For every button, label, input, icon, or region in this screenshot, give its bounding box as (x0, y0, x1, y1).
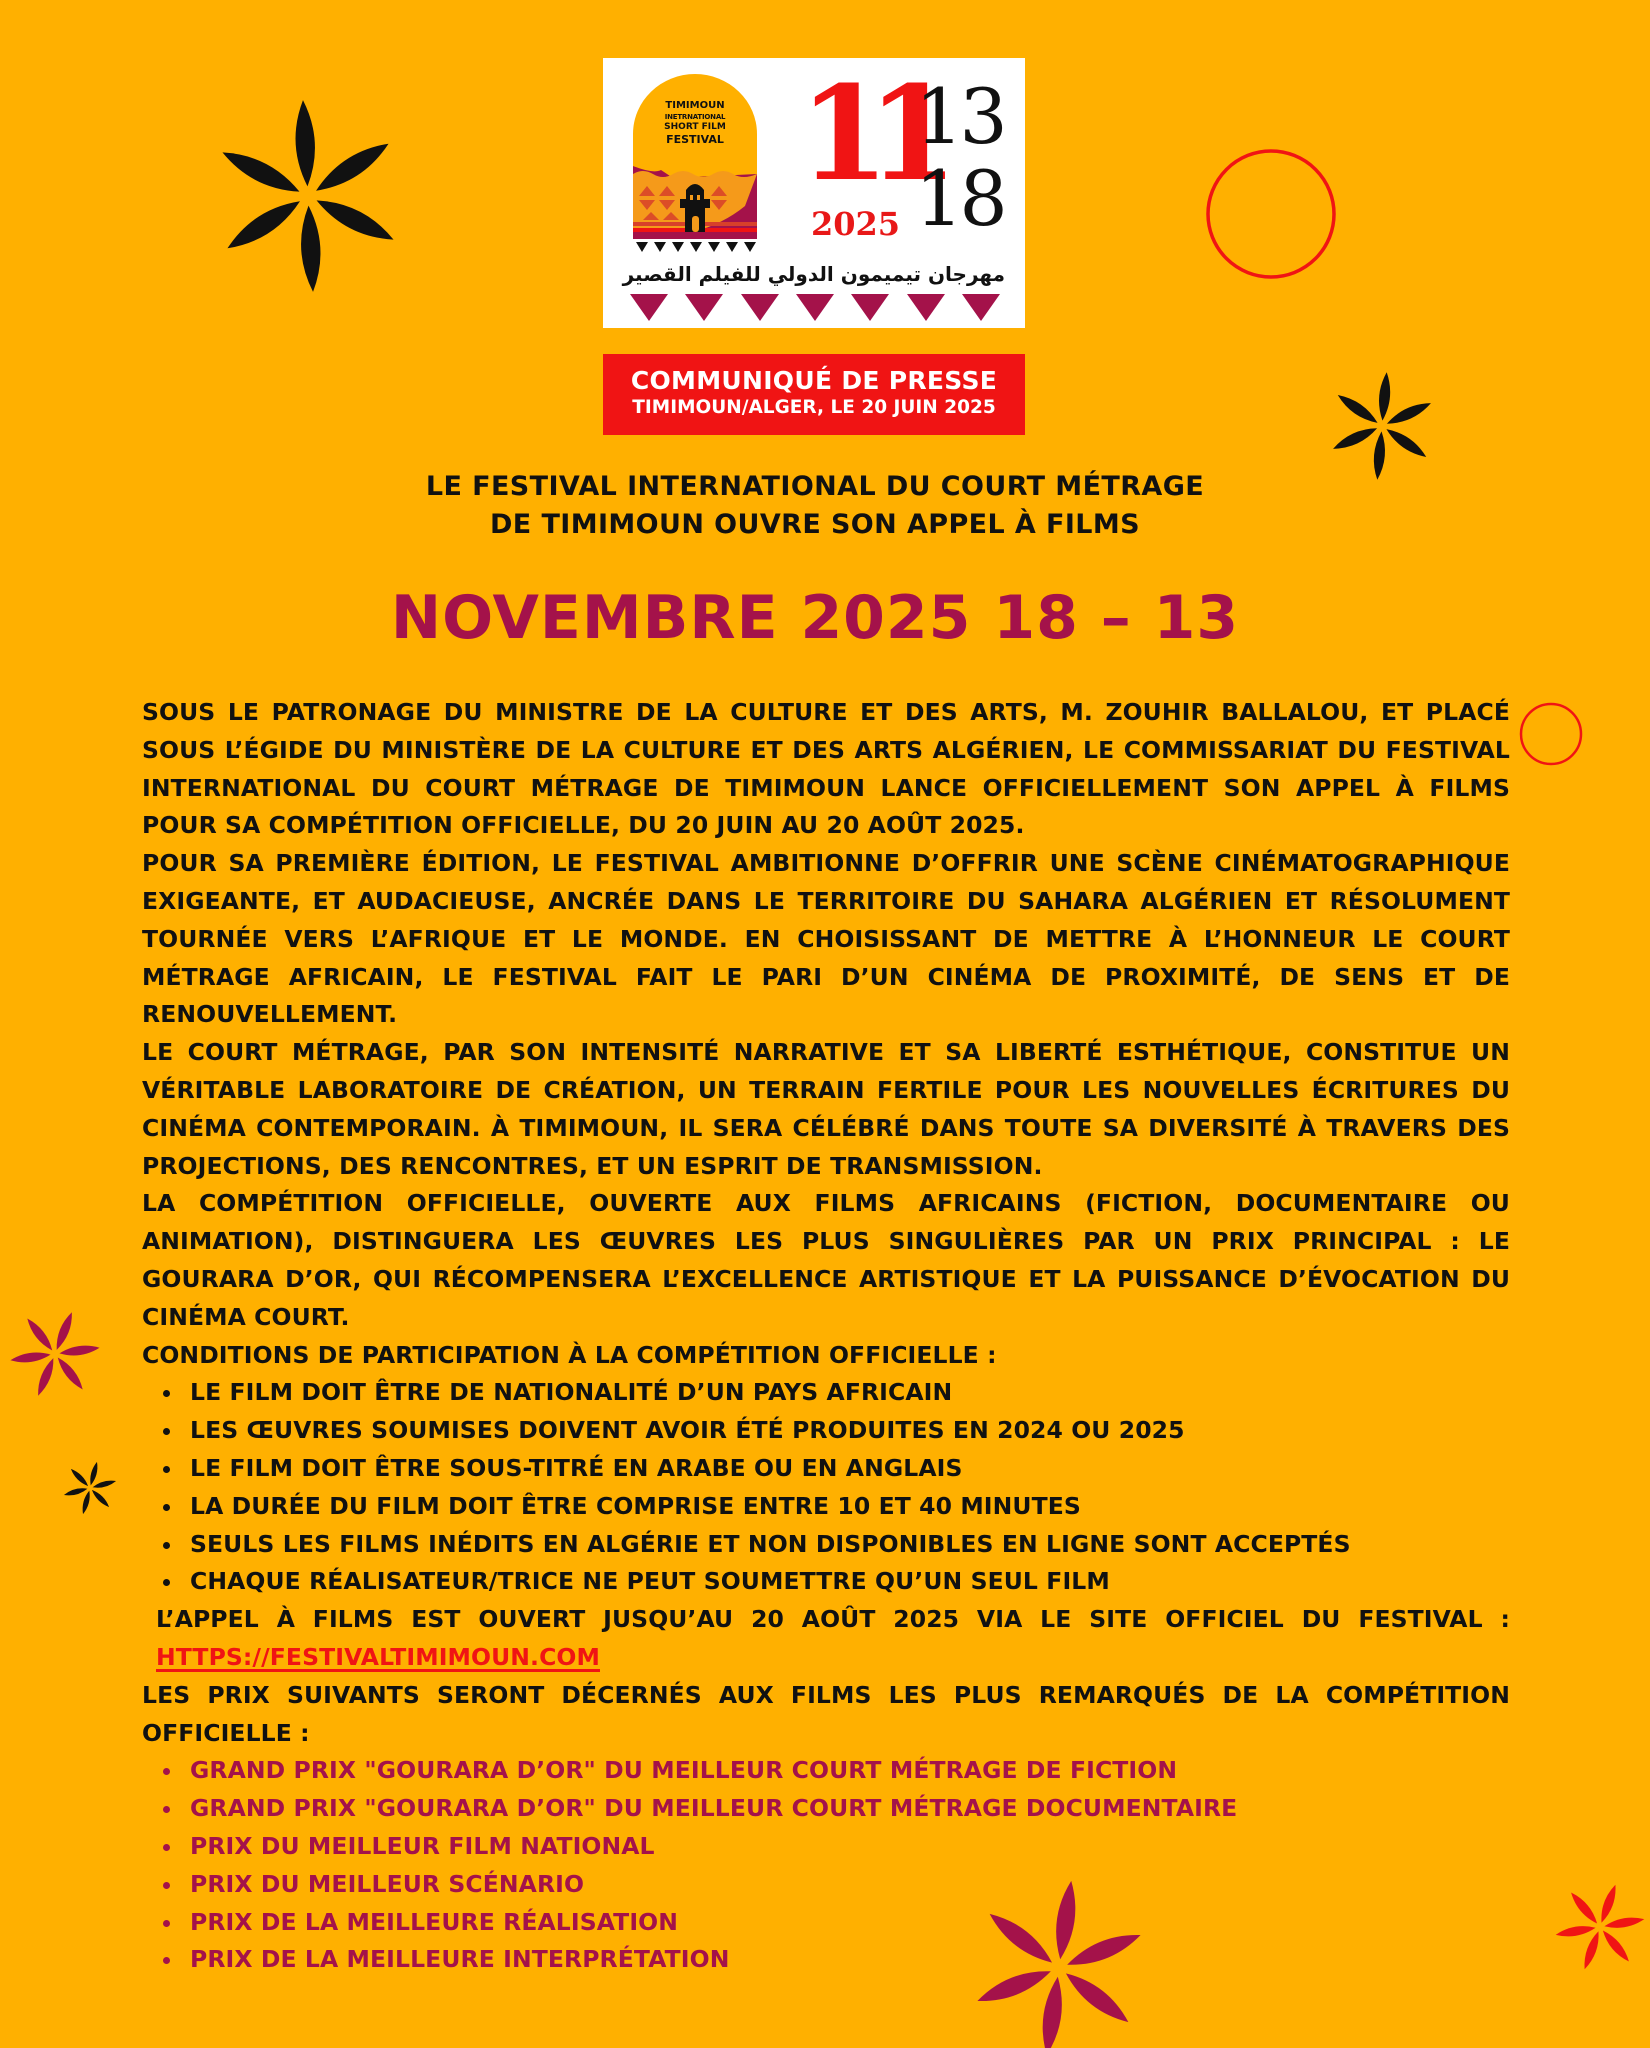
bullet-icon (163, 1542, 170, 1549)
flower-petal (59, 1343, 100, 1358)
logo-days (915, 72, 1007, 243)
prize-text: GRAND PRIX "GOURARA D’OR" DU MEILLEUR COURT MÉTRAGE DOCUMENTAIRE (190, 1794, 1238, 1823)
emblem-line: INETRNATIONAL (664, 113, 726, 121)
flower-petal (299, 205, 323, 292)
triangle-icon (672, 242, 684, 252)
bullet-icon (163, 1579, 170, 1586)
logo-year: 2025 (811, 205, 901, 243)
headline-line-2: DE TIMIMOUN OUVRE SON APPEL À FILMS (489, 509, 1140, 540)
condition-text: CHAQUE RÉALISATEUR/TRICE NE PEUT SOUMETTRE QU’UN SEUL FILM (190, 1567, 1110, 1596)
condition-item (142, 1488, 1510, 1526)
condition-item (142, 1374, 1510, 1412)
condition-text: LES ŒUVRES SOUMISES DOIVENT AVOIR ÉTÉ PRODUITES EN 2024 OU 2025 (190, 1416, 1185, 1445)
flower-petal (1335, 391, 1381, 428)
logo-day-end: 18 (915, 154, 1004, 243)
bullet-icon (163, 1844, 170, 1851)
triangle-icon (726, 242, 738, 252)
triangle-icon (636, 242, 648, 252)
condition-text: LA DURÉE DU FILM DOIT ÊTRE COMPRISE ENTRE 10 ET 40 MINUTES (190, 1491, 1081, 1520)
bullet-icon (163, 1466, 170, 1473)
bullet-icon (163, 1920, 170, 1927)
bullet-icon (163, 1768, 170, 1775)
flower-icon (218, 100, 398, 293)
flower-petal (1604, 1915, 1645, 1931)
condition-item (142, 1412, 1510, 1450)
flower-petal (1377, 372, 1392, 421)
flower-petal (222, 193, 305, 256)
flower-petal (312, 192, 398, 248)
prize-item (142, 1752, 1510, 1790)
flower-petal (54, 1355, 86, 1392)
emblem-line: FESTIVAL (666, 133, 724, 146)
triangle-icon (654, 242, 666, 252)
bullet-icon (163, 1428, 170, 1435)
triangle-icon (744, 242, 756, 252)
triangle-icon (851, 294, 889, 321)
flower-petal (1580, 1930, 1602, 1971)
festival-dates: NOVEMBRE 2025 18 – 13 (390, 583, 1240, 653)
call-for-films-text (142, 1601, 1510, 1677)
prize-item (142, 1904, 1510, 1942)
logo-arabic-name: مهرجان تيميمون الدولي للفيلم القصير (622, 262, 1005, 286)
flower-petal (1383, 425, 1429, 462)
flower-petal (80, 1490, 92, 1515)
flower-petal (1599, 1928, 1632, 1965)
festival-logo (603, 58, 1025, 328)
headline-line-1: LE FESTIVAL INTERNATIONAL DU COURT MÉTRAGE (425, 471, 1205, 502)
flower-petal (53, 1311, 77, 1352)
paragraph: LA COMPÉTITION OFFICIELLE, OUVERTE AUX FILMS AFRICAINS (FICTION, DOCUMENTAIRE OU ANIMATION), DISTINGUERA LES ŒUVRES LES PLUS SINGULIÈRES PAR UN PRIX PRINCIPAL : LE GOURARA D’OR, QUI RÉCOMPENSERA L’EXCELLENCE ARTISTIQUE ET LA PUISSANCE D’ÉVOCATION DU CINÉMA COURT. (142, 1189, 1510, 1331)
flower-petal (1568, 1890, 1601, 1927)
triangle-icon (708, 242, 720, 252)
prize-item (142, 1941, 1510, 1979)
bullet-icon (163, 1390, 170, 1397)
condition-item (142, 1526, 1510, 1564)
bullet-icon (163, 1882, 170, 1889)
emblem-triangle-row (636, 242, 756, 254)
triangle-icon (907, 294, 945, 321)
press-dateline: TIMIMOUN/ALGER, LE 20 JUIN 2025 (632, 397, 996, 418)
prize-text: GRAND PRIX "GOURARA D’OR" DU MEILLEUR COURT MÉTRAGE DE FICTION (190, 1756, 1178, 1785)
conditions-heading: CONDITIONS DE PARTICIPATION À LA COMPÉTITION OFFICIELLE : (142, 1340, 997, 1369)
triangle-icon (690, 242, 702, 252)
triangle-icon (796, 294, 834, 321)
prize-text: PRIX DU MEILLEUR FILM NATIONAL (190, 1831, 655, 1860)
prize-text: PRIX DU MEILLEUR SCÉNARIO (190, 1869, 585, 1898)
circle-outline-icon (1208, 151, 1334, 277)
circle-outline-icon (1521, 704, 1581, 764)
condition-text: LE FILM DOIT ÊTRE DE NATIONALITÉ D’UN PAYS AFRICAIN (190, 1378, 953, 1407)
bullet-icon (163, 1957, 170, 1964)
prize-text: PRIX DE LA MEILLEURE RÉALISATION (190, 1907, 679, 1936)
triangle-icon (685, 294, 723, 321)
conditions-list (142, 1374, 1510, 1601)
prizes-list (142, 1752, 1510, 1979)
flower-icon (1555, 1883, 1645, 1971)
flower-petal (34, 1356, 58, 1397)
press-release-banner (603, 354, 1025, 435)
flower-petal (24, 1316, 56, 1353)
paragraph: SOUS LE PATRONAGE DU MINISTRE DE LA CULTURE ET DES ARTS, M. ZOUHIR BALLALOU, ET PLACÉ SOUS L’ÉGIDE DU MINISTÈRE DE LA CULTURE ET DES ARTS ALGÉRIEN, LE COMMISSARIAT DU FESTIVAL INTERNATIONAL DU COURT MÉTRAGE DE TIMIMOUN LANCE OFFICIELLEMENT SON APPEL À FILMS POUR SA COMPÉTITION OFFICIELLE, DU 20 JUIN AU 20 AOÛT 2025. (142, 698, 1510, 840)
flower-petal (1331, 423, 1380, 453)
flower-petal (293, 100, 317, 187)
flower-petal (1372, 431, 1387, 480)
flower-petal (1555, 1923, 1596, 1939)
logo-triangle-row (630, 294, 1000, 324)
flower-petal (1038, 1975, 1066, 2048)
prizes-heading: LES PRIX SUIVANTS SERONT DÉCERNÉS AUX FILMS LES PLUS REMARQUÉS DE LA COMPÉTITION OFFICIELLE : (142, 1680, 1510, 1747)
flower-icon (63, 1461, 117, 1515)
prize-text: PRIX DE LA MEILLEURE INTERPRÉTATION (190, 1945, 730, 1974)
press-title: COMMUNIQUÉ DE PRESSE (630, 366, 998, 395)
flower-petal (69, 1467, 90, 1488)
prize-item (142, 1828, 1510, 1866)
emblem-line: TIMIMOUN (665, 100, 725, 111)
flower-icon (10, 1311, 100, 1398)
call-text: L’APPEL À FILMS EST OUVERT JUSQU’AU 20 AOÛT 2025 VIA LE SITE OFFICIEL DU FESTIVAL : (156, 1605, 1510, 1634)
emblem-text (645, 100, 745, 146)
triangle-icon (962, 294, 1000, 321)
bullet-icon (163, 1806, 170, 1813)
flower-petal (218, 144, 304, 200)
paragraph: LE COURT MÉTRAGE, PAR SON INTENSITÉ NARRATIVE ET SA LIBERTÉ ESTHÉTIQUE, CONSTITUE UN VÉRITABLE LABORATOIRE DE CRÉATION, UN TERRAIN FERTILE POUR LES NOUVELLES ÉCRITURES DU CINÉMA CONTEMPORAIN. À TIMIMOUN, IL SERA CÉLÉBRÉ DANS TOUTE SA DIVERSITÉ À TRAVERS DES PROJECTIONS, DES RENCONTRES, ET UN ESPRIT DE TRANSMISSION. (142, 1038, 1510, 1180)
condition-item (142, 1563, 1510, 1601)
emblem-graphic (633, 74, 757, 239)
headline (300, 468, 1330, 544)
logo-day-start: 13 (915, 72, 1004, 161)
festival-website-link[interactable]: HTTPS://FESTIVALTIMIMOUN.COM (156, 1642, 600, 1671)
flower-petal (1597, 1883, 1619, 1924)
flower-icon (1331, 372, 1433, 481)
condition-text: SEULS LES FILMS INÉDITS EN ALGÉRIE ET NON DISPONIBLES EN LIGNE SONT ACCEPTÉS (190, 1529, 1351, 1558)
condition-item (142, 1450, 1510, 1488)
logo-month: 11 (799, 57, 936, 210)
festival-emblem (633, 74, 757, 239)
flower-petal (92, 1478, 117, 1490)
flower-petal (311, 136, 394, 199)
condition-text: LE FILM DOIT ÊTRE SOUS-TITRÉ EN ARABE OU EN ANGLAIS (190, 1453, 963, 1482)
triangle-icon (741, 294, 779, 321)
flower-petal (1385, 398, 1434, 428)
bullet-icon (163, 1504, 170, 1511)
flower-petal (63, 1486, 88, 1498)
paragraph: POUR SA PREMIÈRE ÉDITION, LE FESTIVAL AMBITIONNE D’OFFRIR UNE SCÈNE CINÉMATOGRAPHIQUE EXIGEANTE, ET AUDACIEUSE, ANCRÉE DANS LE TERRITOIRE DU SAHARA ALGÉRIEN ET RÉSOLUMENT TOURNÉE VERS L’AFRIQUE ET LE MONDE. EN CHOISISSANT DE METTRE À L’HONNEUR LE COURT MÉTRAGE AFRICAIN, LE FESTIVAL FAIT LE PARI D’UN CINÉMA DE PROXIMITÉ, DE SENS ET DE RENOUVELLEMENT. (142, 849, 1510, 1029)
prize-item (142, 1866, 1510, 1904)
triangle-icon (630, 294, 668, 321)
prize-item (142, 1790, 1510, 1828)
flower-petal (90, 1488, 111, 1509)
flower-petal (10, 1350, 51, 1365)
flower-petal (88, 1461, 100, 1486)
emblem-line: SHORT FILM (664, 122, 726, 132)
press-body (142, 694, 1510, 1979)
